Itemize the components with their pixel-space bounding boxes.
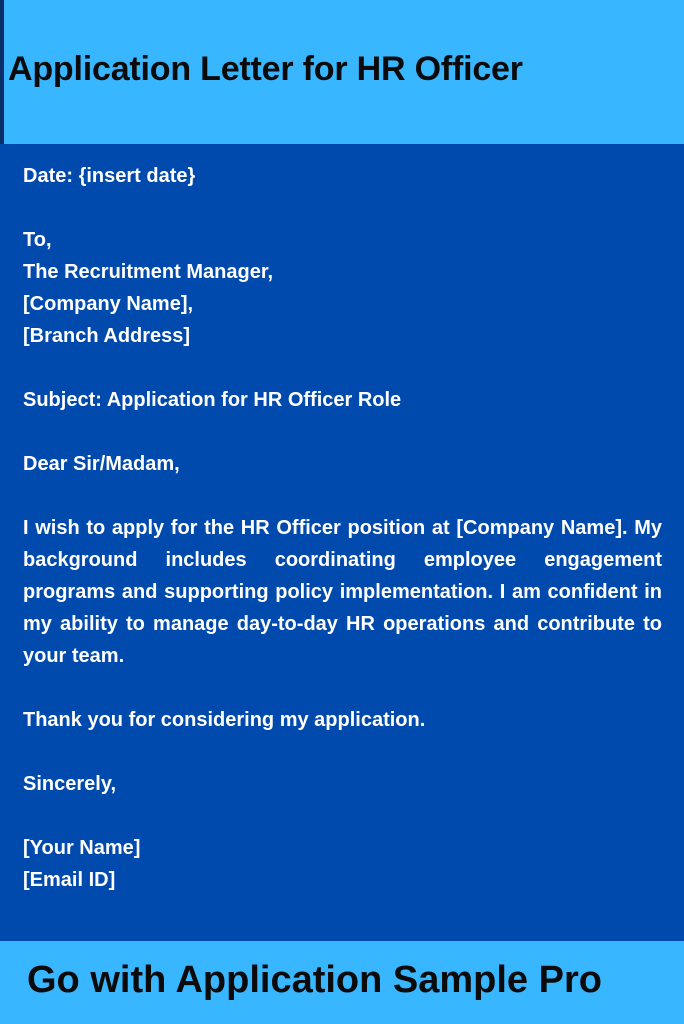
spacer: [23, 736, 662, 768]
footer-tagline: Go with Application Sample Pro: [27, 959, 602, 1001]
letter-to: To,: [23, 229, 52, 251]
footer-banner: [0, 941, 684, 1024]
spacer: [23, 480, 662, 512]
letter-body: [23, 160, 662, 896]
letter-thanks: Thank you for considering my application.: [23, 709, 426, 731]
page-title: Application Letter for HR Officer: [8, 50, 523, 88]
letter-company: [Company Name],: [23, 293, 194, 315]
letter-signature-name: [Your Name]: [23, 837, 141, 859]
letter-paragraph: I wish to apply for the HR Officer position at [Company Name]. My background includes coordinating employee engagement programs and supporting policy implementation. I am confident in my ability to manage day-to-day HR operations and contribute to your team.: [23, 517, 662, 667]
letter-date: Date: {insert date}: [23, 165, 196, 187]
letter-closing: Sincerely,: [23, 773, 117, 795]
spacer: [23, 672, 662, 704]
letter-salutation: Dear Sir/Madam,: [23, 453, 180, 475]
header-banner: [0, 0, 684, 144]
letter-signature-email: [Email ID]: [23, 869, 116, 891]
letter-subject: Subject: Application for HR Officer Role: [23, 389, 402, 411]
spacer: [23, 800, 662, 832]
letter-recipient: The Recruitment Manager,: [23, 261, 274, 283]
spacer: [23, 416, 662, 448]
letter-address: [Branch Address]: [23, 325, 191, 347]
spacer: [23, 352, 662, 384]
spacer: [23, 192, 662, 224]
header-edge-stripe: [0, 0, 4, 144]
